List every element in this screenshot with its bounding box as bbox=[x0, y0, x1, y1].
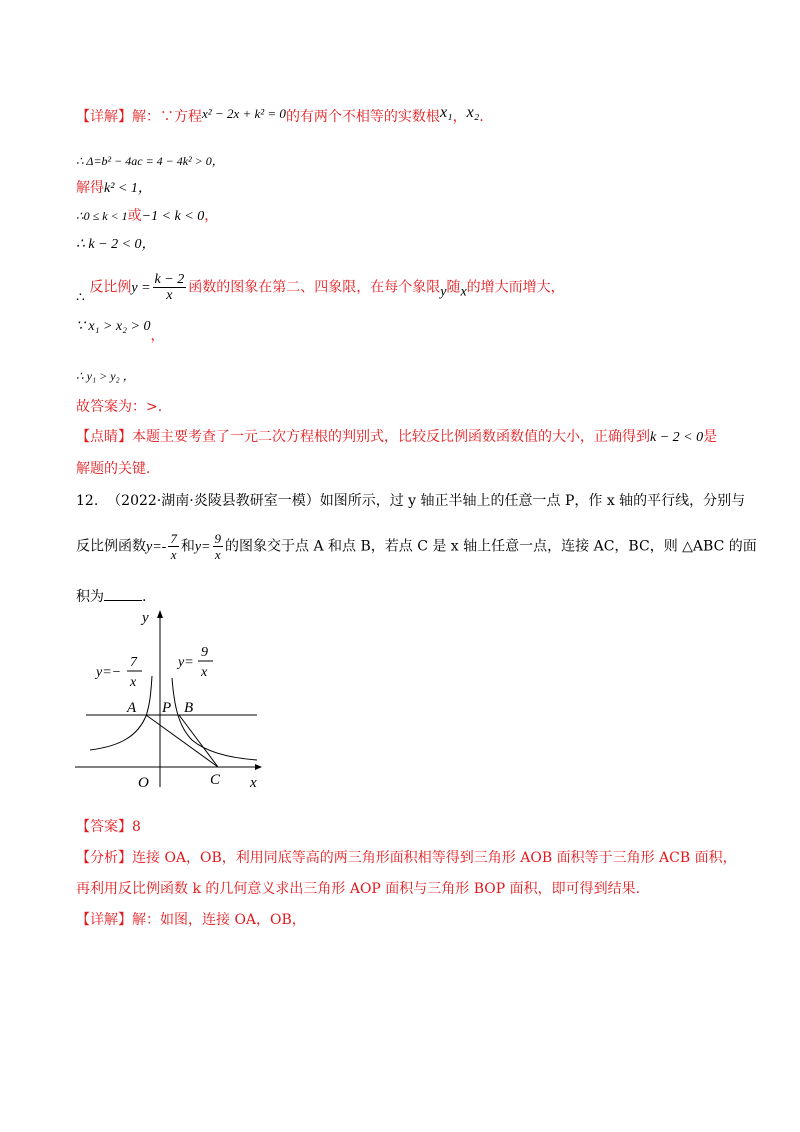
f2-numerator: 9 bbox=[214, 531, 221, 546]
increase-text: 的增大而增大， bbox=[466, 279, 565, 296]
detail-mid: 的有两个不相等的实数根 bbox=[285, 109, 440, 125]
answer-tag: 【答案】 bbox=[76, 819, 132, 835]
left-func-lhs: y=− bbox=[96, 665, 122, 680]
quadrant-text: 函数的图象在第二、四象限，在每个象限 bbox=[188, 279, 441, 296]
question-func-label: 反比例函数 bbox=[76, 538, 146, 555]
area-label: 积为 bbox=[76, 589, 104, 605]
f1-fraction bbox=[168, 531, 179, 562]
point-p-label: P bbox=[162, 700, 172, 716]
question-12-line-2 bbox=[76, 531, 757, 562]
discriminant-line: ∴ Δ=b² − 4ac = 4 − 4k² > 0， bbox=[76, 154, 224, 168]
point-b-label: B bbox=[184, 700, 194, 716]
k-minus-2-line: ∴ k − 2 < 0， bbox=[76, 237, 156, 252]
f1-numerator: 7 bbox=[170, 531, 177, 546]
answer-value: 8 bbox=[132, 819, 141, 835]
x-axis-label: x bbox=[250, 775, 257, 791]
answer-line: 故答案为：>. bbox=[76, 399, 163, 415]
x-axis-arrow bbox=[255, 764, 262, 770]
x-compare-comma: ， bbox=[150, 328, 165, 344]
solve-math: k² < 1， bbox=[104, 181, 152, 196]
left-hyperbola bbox=[90, 676, 152, 750]
function-lhs: y = bbox=[131, 280, 151, 296]
var-y: y bbox=[440, 284, 447, 300]
question-number: 12. bbox=[76, 493, 99, 509]
comment-line-2: 解题的关键. bbox=[76, 461, 151, 477]
question-12-line-3 bbox=[76, 586, 146, 606]
question-source: （2022·湖南·炎陵县教研室一模） bbox=[107, 493, 320, 509]
var-x: x bbox=[460, 284, 467, 300]
with-text: 随 bbox=[446, 279, 461, 296]
detail-line-1 bbox=[76, 104, 484, 126]
f2-lhs: y= bbox=[194, 539, 211, 555]
detail-2-text: 解：如图，连接 OA，OB， bbox=[132, 912, 306, 928]
x-compare-line bbox=[76, 318, 164, 345]
range-a: ∴0 ≤ k < 1 bbox=[76, 209, 128, 223]
right-func-lhs: y= bbox=[178, 655, 194, 670]
detail-2-line bbox=[76, 909, 306, 929]
function-fraction bbox=[153, 272, 187, 303]
fraction-denominator: x bbox=[166, 288, 173, 303]
left-func-num: 7 bbox=[130, 655, 137, 670]
range-b: −1 < k < 0 bbox=[141, 209, 205, 224]
segment-bc bbox=[179, 715, 218, 767]
analysis-tag: 【分析】 bbox=[76, 850, 132, 866]
left-func-den: x bbox=[130, 675, 137, 690]
range-line bbox=[76, 205, 218, 225]
segment-ac bbox=[146, 715, 218, 767]
inverse-label: 反比例 bbox=[89, 279, 132, 296]
y-axis-label: y bbox=[142, 610, 149, 626]
question-12-line-1 bbox=[76, 490, 745, 510]
area-end: . bbox=[142, 589, 147, 605]
root-x1: x₁ bbox=[439, 104, 453, 121]
analysis-text-1: 连接 OA，OB，利用同底等高的两三角形面积相等得到三角形 AOB 面积等于三角形 ACB 面积， bbox=[132, 850, 737, 866]
detail-tag: 【详解】 bbox=[76, 109, 132, 125]
comment-text: 本题主要考查了一元二次方程根的判别式，比较反比例函数函数值的大小，正确得到 bbox=[132, 429, 650, 445]
question-text-1: 如图所示，过 y 轴正半轴上的任意一点 P，作 x 轴的平行线，分别与 bbox=[319, 493, 746, 509]
analysis-line-1 bbox=[76, 847, 737, 867]
detail-intro: 解：∵方程 bbox=[132, 109, 202, 125]
comment-line-1 bbox=[76, 426, 717, 446]
y-axis-arrow bbox=[157, 610, 163, 618]
answer-block bbox=[76, 816, 141, 836]
inverse-function-line bbox=[76, 272, 565, 306]
fraction-numerator: k − 2 bbox=[154, 272, 185, 287]
right-hyperbola bbox=[172, 678, 257, 760]
x-compare-math: ∵ x₁ > x₂ > 0 bbox=[76, 319, 151, 334]
equation: x² − 2x + k² = 0 bbox=[202, 106, 286, 121]
right-func-num: 9 bbox=[201, 645, 208, 660]
separator: ， bbox=[452, 109, 467, 125]
y-compare-line: ∴ y₁ > y₂ ， bbox=[76, 369, 135, 383]
analysis-line-2: 再利用反比例函数 k 的几何意义求出三角形 AOP 面积与三角形 BOP 面积，即可得到结果. bbox=[76, 881, 641, 897]
and-text: 和 bbox=[180, 538, 195, 555]
comment-end: 是 bbox=[703, 429, 718, 445]
point-c-label: C bbox=[210, 772, 221, 788]
root-x2: x₂ bbox=[466, 104, 480, 121]
range-or: 或 bbox=[127, 208, 142, 224]
comment-tag: 【点睛】 bbox=[76, 429, 132, 445]
answer-blank bbox=[104, 586, 142, 601]
comment-math: k − 2 < 0 bbox=[650, 430, 704, 445]
right-func-den: x bbox=[201, 665, 208, 680]
period: . bbox=[479, 109, 484, 125]
inverse-function-figure bbox=[60, 604, 280, 794]
question-text-2: 的图象交于点 A 和点 B，若点 C 是 x 轴上任意一点，连接 AC，BC，则 △ABC 的面 bbox=[225, 538, 757, 555]
origin-label: O bbox=[138, 775, 149, 791]
f2-denominator: x bbox=[214, 547, 221, 562]
range-comma: ， bbox=[204, 208, 219, 224]
f2-fraction bbox=[213, 531, 224, 562]
f1-denominator: x bbox=[170, 547, 177, 562]
solve-label: 解得 bbox=[76, 180, 104, 196]
therefore-symbol: ∴ bbox=[76, 289, 85, 306]
solve-line bbox=[76, 177, 152, 197]
detail-2-tag: 【详解】 bbox=[76, 912, 132, 928]
point-a-label: A bbox=[127, 700, 137, 716]
f1-lhs: y=- bbox=[146, 539, 167, 555]
